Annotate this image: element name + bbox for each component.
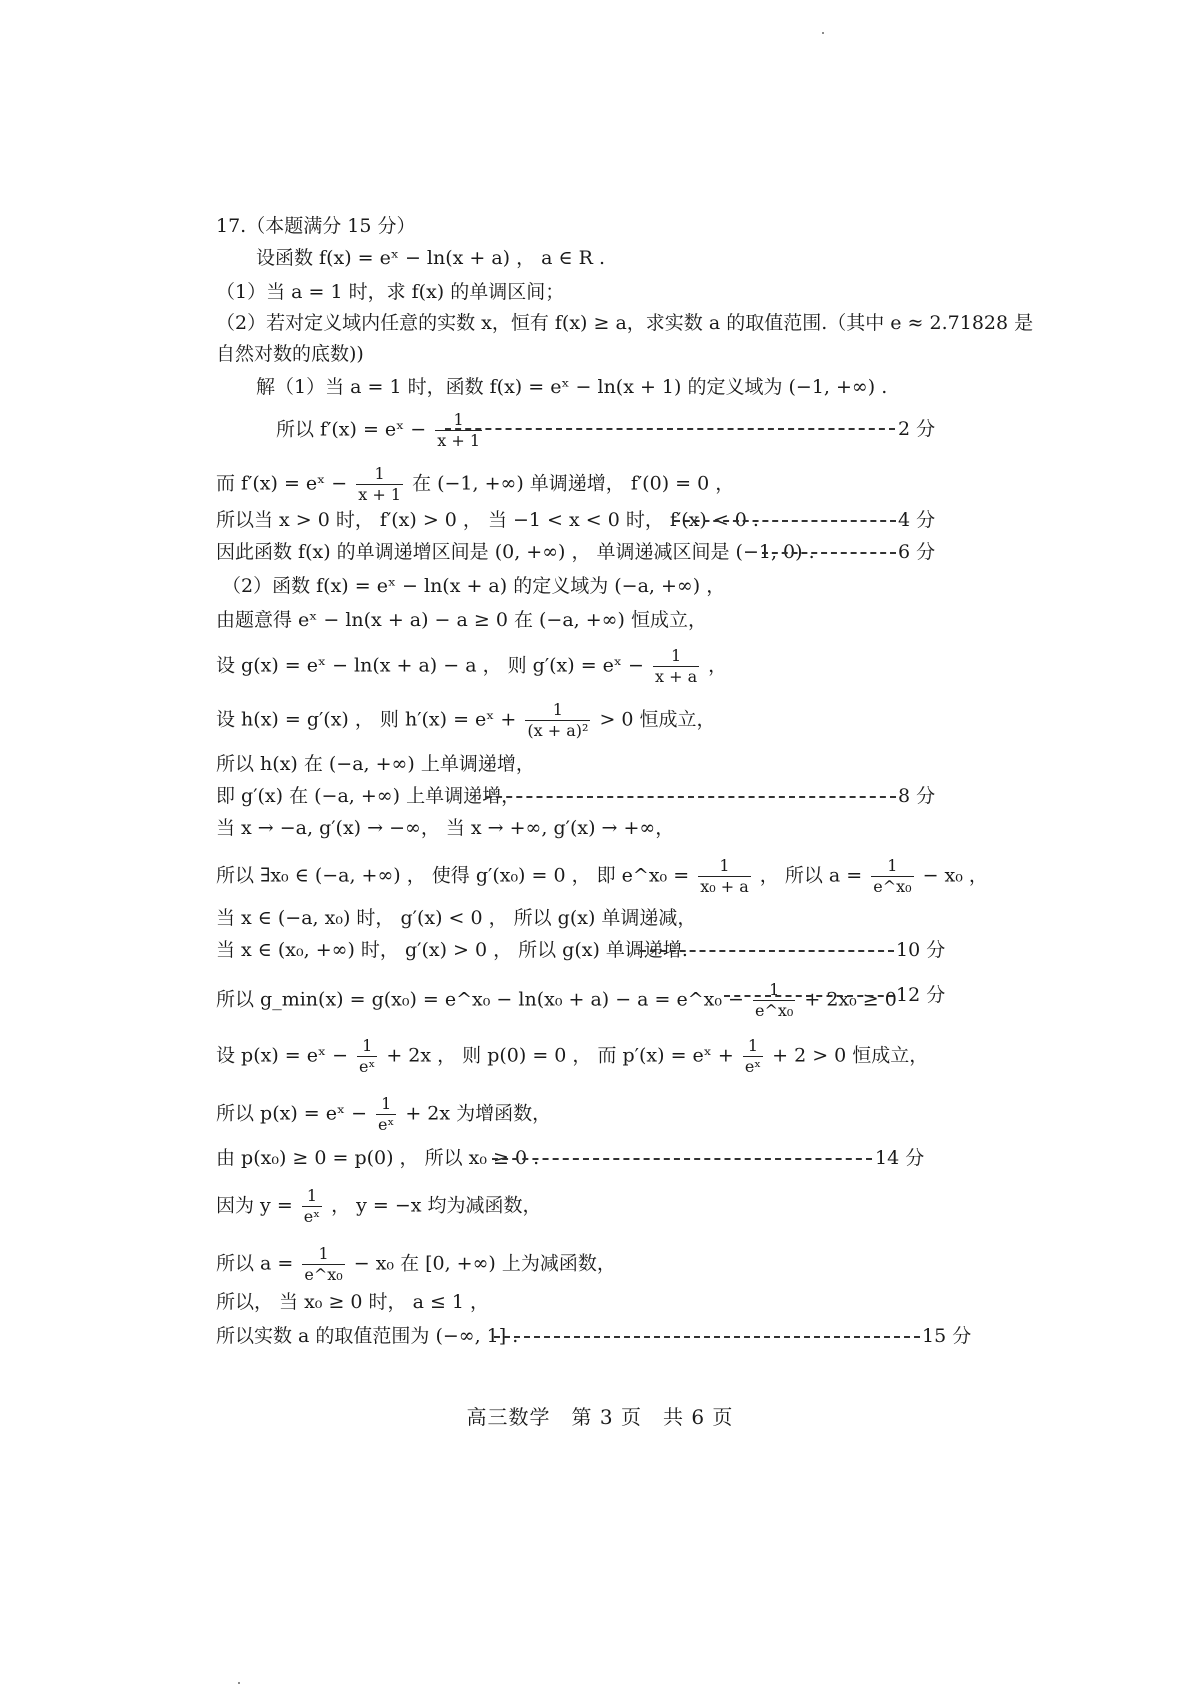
score-leader (674, 520, 896, 522)
solution-line-5: 因此函数 f(x) 的单调递增区间是 (0, +∞) ， 单调递减区间是 (−1, 0) . (216, 541, 815, 563)
solution-line-13-text: 所以 ∃x₀ ∈ (−a, +∞) ， 使得 g′(x₀) = 0 ， 即 e^x₀ = (216, 864, 690, 887)
solution-line-20-tail: ， y = −x 均为减函数， (331, 1194, 542, 1217)
numerator: 1 (525, 700, 590, 721)
question-2-line-2: 自然对数的底数)) (216, 343, 364, 365)
solution-line-3-text: 而 f′(x) = eˣ − (216, 472, 348, 495)
solution-line-4: 所以当 x > 0 时， f′(x) > 0 ， 当 −1 < x < 0 时， f′(x) < 0 . (216, 509, 759, 531)
solution-line-21-text: 所以 a = (216, 1252, 294, 1275)
fraction (743, 1036, 763, 1077)
score-6: 6 分 (898, 541, 936, 563)
solution-line-8 (216, 646, 727, 687)
solution-line-9 (216, 700, 716, 741)
score-leader (492, 1158, 872, 1160)
solution-line-17 (216, 1036, 928, 1077)
solution-line-20-text: 因为 y = (216, 1194, 293, 1217)
fraction (698, 856, 751, 897)
numerator: 1 (871, 856, 913, 877)
denominator: e^x₀ (873, 877, 912, 896)
numerator: 1 (356, 464, 403, 485)
denominator: eˣ (744, 1057, 762, 1076)
score-14: 14 分 (875, 1147, 925, 1169)
solution-line-8-tail: ， (708, 654, 728, 677)
solution-line-19: 由 p(x₀) ≥ 0 = p(0) ， 所以 x₀ ≥ 0 . (216, 1147, 540, 1169)
fraction (302, 1186, 322, 1227)
numerator: 1 (743, 1036, 763, 1057)
solution-line-18-tail: + 2x 为增函数， (405, 1102, 552, 1125)
numerator: 1 (653, 646, 699, 667)
solution-line-7: 由题意得 eˣ − ln(x + a) − a ≥ 0 在 (−a, +∞) 恒成立， (216, 609, 707, 631)
denominator: eˣ (303, 1207, 321, 1226)
question-2-line-1: （2）若对定义域内任意的实数 x，恒有 f(x) ≥ a，求实数 a 的取值范围.（其中 e ≈ 2.71828 是 (216, 312, 1034, 334)
solution-line-20 (216, 1186, 542, 1227)
solution-line-12: 当 x → −a, g′(x) → −∞， 当 x → +∞, g′(x) → +∞， (216, 817, 675, 839)
numerator: 1 (357, 1036, 377, 1057)
solution-line-2-text: 所以 f′(x) = eˣ − (276, 418, 427, 441)
denominator: eˣ (378, 1115, 395, 1134)
solution-line-18 (216, 1094, 551, 1135)
numerator: 1 (753, 980, 795, 1001)
page-footer: 高三数学 第 3 页 共 6 页 (466, 1405, 734, 1429)
score-10: 10 分 (896, 939, 946, 961)
score-leader (762, 552, 896, 554)
solution-line-17-mid: + 2x ， 则 p(0) = 0 ， 而 p′(x) = eˣ + (386, 1044, 734, 1067)
fraction (435, 410, 482, 451)
fraction (357, 1036, 377, 1077)
numerator: 1 (302, 1186, 322, 1207)
question-1: （1）当 a = 1 时，求 f(x) 的单调区间； (216, 281, 565, 303)
score-leader (724, 995, 894, 997)
numerator: 1 (698, 856, 751, 877)
solution-line-9-text: 设 h(x) = g′(x) ， 则 h′(x) = eˣ + (216, 708, 517, 731)
score-leader (445, 428, 895, 430)
score-leader (494, 1336, 920, 1338)
problem-header: 17.（本题满分 15 分） (216, 215, 416, 237)
solution-line-1: 解（1）当 a = 1 时，函数 f(x) = eˣ − ln(x + 1) 的定义域为 (−1, +∞) . (256, 376, 888, 398)
denominator: e^x₀ (304, 1265, 343, 1284)
problem-stem: 设函数 f(x) = eˣ − ln(x + a) ， a ∈ R . (256, 247, 606, 269)
solution-line-21 (216, 1244, 616, 1285)
fraction (376, 1094, 396, 1135)
denominator: x + 1 (358, 485, 402, 504)
fraction (871, 856, 913, 897)
score-leader (486, 796, 896, 798)
score-15: 15 分 (922, 1325, 972, 1347)
solution-line-3 (216, 464, 734, 505)
solution-line-3-tail: 在 (−1, +∞) 单调递增， f′(0) = 0 ， (412, 472, 735, 495)
solution-line-15: 当 x ∈ (x₀, +∞) 时， g′(x) > 0 ， 所以 g(x) 单调递增. (216, 939, 688, 961)
numerator: 1 (435, 410, 482, 431)
denominator: x₀ + a (700, 877, 749, 896)
fraction (356, 464, 403, 505)
numerator: 1 (302, 1244, 344, 1265)
solution-line-23: 所以实数 a 的取值范围为 (−∞, 1] . (216, 1325, 519, 1347)
score-2: 2 分 (898, 418, 936, 440)
solution-line-6: （2）函数 f(x) = eˣ − ln(x + a) 的定义域为 (−a, +∞) ， (222, 575, 726, 597)
solution-line-18-text: 所以 p(x) = eˣ − (216, 1102, 367, 1125)
score-8: 8 分 (898, 785, 936, 807)
solution-line-2 (276, 410, 485, 451)
denominator: eˣ (359, 1057, 376, 1076)
solution-line-22: 所以， 当 x₀ ≥ 0 时， a ≤ 1 ， (216, 1291, 490, 1313)
solution-line-13-tail: − x₀ ， (922, 864, 988, 887)
solution-line-14: 当 x ∈ (−a, x₀) 时， g′(x) < 0 ， 所以 g(x) 单调递减， (216, 907, 697, 929)
solution-line-13-mid: ， 所以 a = (759, 864, 863, 887)
denominator: (x + a)² (527, 721, 589, 740)
fraction (302, 1244, 344, 1285)
solution-line-17-text: 设 p(x) = eˣ − (216, 1044, 348, 1067)
solution-line-16 (216, 980, 897, 1021)
denominator: e^x₀ (755, 1001, 794, 1020)
denominator: x + a (654, 667, 698, 686)
solution-line-16-text: 所以 g_min(x) = g(x₀) = e^x₀ − ln(x₀ + a) − a = e^x₀ − (216, 988, 744, 1011)
score-12: 12 分 (896, 984, 946, 1006)
solution-line-9-tail: > 0 恒成立， (599, 708, 716, 731)
solution-line-16-tail: + 2x₀ ≥ 0 (804, 988, 897, 1011)
score-4: 4 分 (898, 509, 936, 531)
denominator: x + 1 (437, 431, 481, 450)
solution-line-10: 所以 h(x) 在 (−a, +∞) 上单调递增， (216, 753, 535, 775)
solution-line-13 (216, 856, 988, 897)
fraction (753, 980, 795, 1021)
fraction (653, 646, 699, 687)
solution-line-21-tail: − x₀ 在 [0, +∞) 上为减函数， (353, 1252, 616, 1275)
scan-speck (238, 1682, 240, 1684)
solution-line-8-text: 设 g(x) = eˣ − ln(x + a) − a ， 则 g′(x) = eˣ − (216, 654, 644, 677)
numerator: 1 (376, 1094, 396, 1115)
scan-speck (822, 32, 824, 34)
score-leader (640, 950, 894, 952)
solution-line-11: 即 g′(x) 在 (−a, +∞) 上单调递增， (216, 785, 521, 807)
solution-line-17-tail: + 2 > 0 恒成立， (772, 1044, 929, 1067)
fraction (525, 700, 590, 741)
